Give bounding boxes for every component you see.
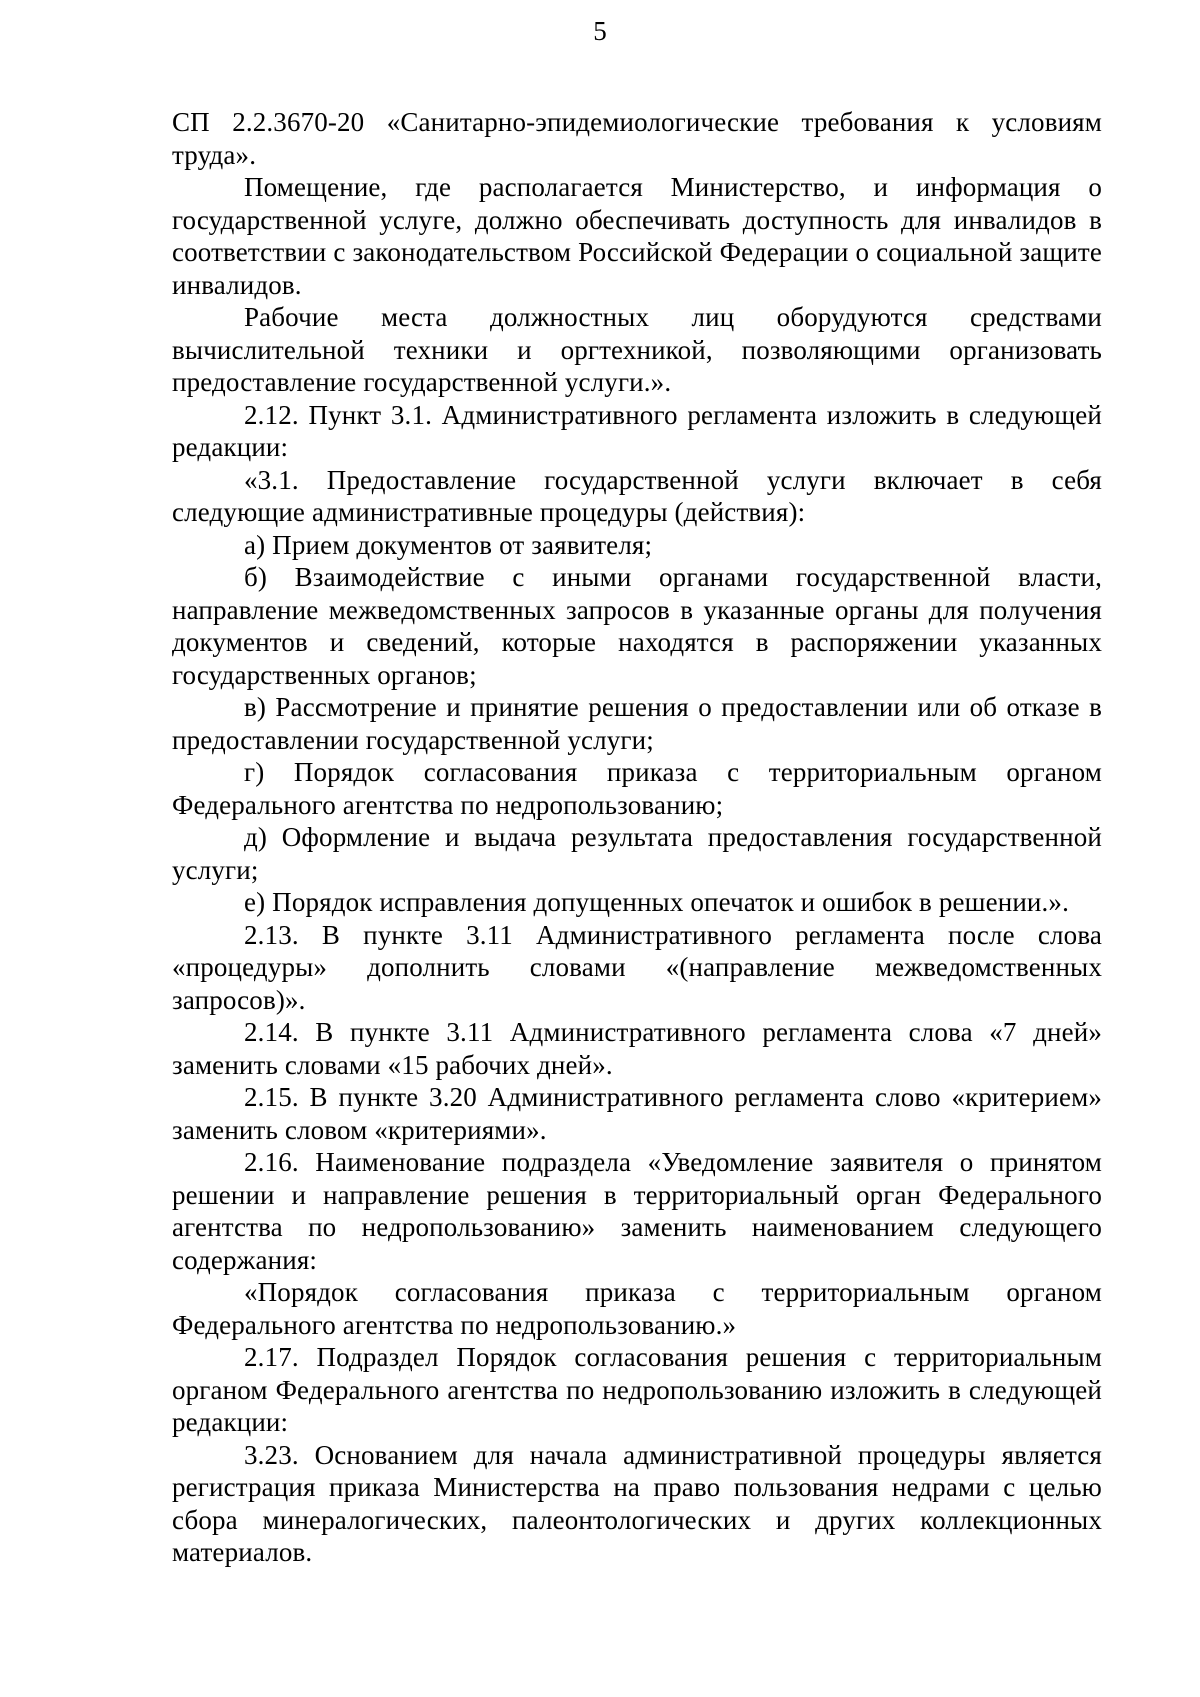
paragraph: 2.13. В пункте 3.11 Административного регламента после слова «процедуры» дополнить словами «(направление межведомственных запросов)».: [172, 919, 1102, 1015]
list-item: б) Взаимодействие с иными органами государственной власти, направление межведомственных запросов в указанные органы для получения документов и сведений, которые находятся в распоряжении указанных государственных органов;: [172, 562, 1102, 690]
list-item: а) Прием документов от заявителя;: [244, 529, 653, 560]
paragraph: 2.15. В пункте 3.20 Административного регламента слово «критерием» заменить словом «критериями».: [172, 1082, 1102, 1145]
list-item: в) Рассмотрение и принятие решения о предоставлении или об отказе в предоставлении государственной услуги;: [172, 692, 1102, 755]
paragraph: 2.12. Пункт 3.1. Административного регламента изложить в следующей редакции:: [172, 399, 1102, 462]
page-number: 5: [593, 16, 607, 46]
paragraph: 2.14. В пункте 3.11 Административного регламента слова «7 дней» заменить словами «15 рабочих дней».: [172, 1017, 1102, 1080]
paragraph: 2.17. Подраздел Порядок согласования решения с территориальным органом Федерального агентства по недропользованию изложить в следующей редакции:: [172, 1342, 1102, 1437]
paragraph: «3.1. Предоставление государственной услуги включает в себя следующие административные процедуры (действия):: [172, 464, 1102, 527]
paragraph: СП 2.2.3670-20 «Санитарно-эпидемиологические требования к условиям труда».: [172, 107, 1102, 170]
paragraph: Рабочие места должностных лиц оборудуются средствами вычислительной техники и оргтехникой, позволяющими организовать предоставление государственной услуги.».: [172, 302, 1102, 397]
list-item: д) Оформление и выдача результата предоставления государственной услуги;: [172, 822, 1102, 885]
list-item: г) Порядок согласования приказа с территориальным органом Федерального агентства по недропользованию;: [172, 757, 1102, 820]
list-item: е) Порядок исправления допущенных опечаток и ошибок в решении.».: [244, 887, 1069, 917]
paragraph: 2.16. Наименование подраздела «Уведомление заявителя о принятом решении и направление решения в территориальный орган Федерального агентства по недропользованию» заменить наименованием следующего содержания:: [172, 1147, 1102, 1275]
paragraph: Помещение, где располагается Министерство, и информация о государственной услуге, должно обеспечивать доступность для инвалидов в соответствии с законодательством Российской Федерации о социальной защите инвалидов.: [172, 172, 1102, 300]
paragraph: 3.23. Основанием для начала административной процедуры является регистрация приказа Министерства на право пользования недрами с целью сбора минералогических, палеонтологических и других коллекционных материалов.: [172, 1439, 1102, 1567]
document-body: [172, 106, 1102, 1569]
paragraph: «Порядок согласования приказа с территориальным органом Федерального агентства по недропользованию.»: [172, 1277, 1102, 1340]
